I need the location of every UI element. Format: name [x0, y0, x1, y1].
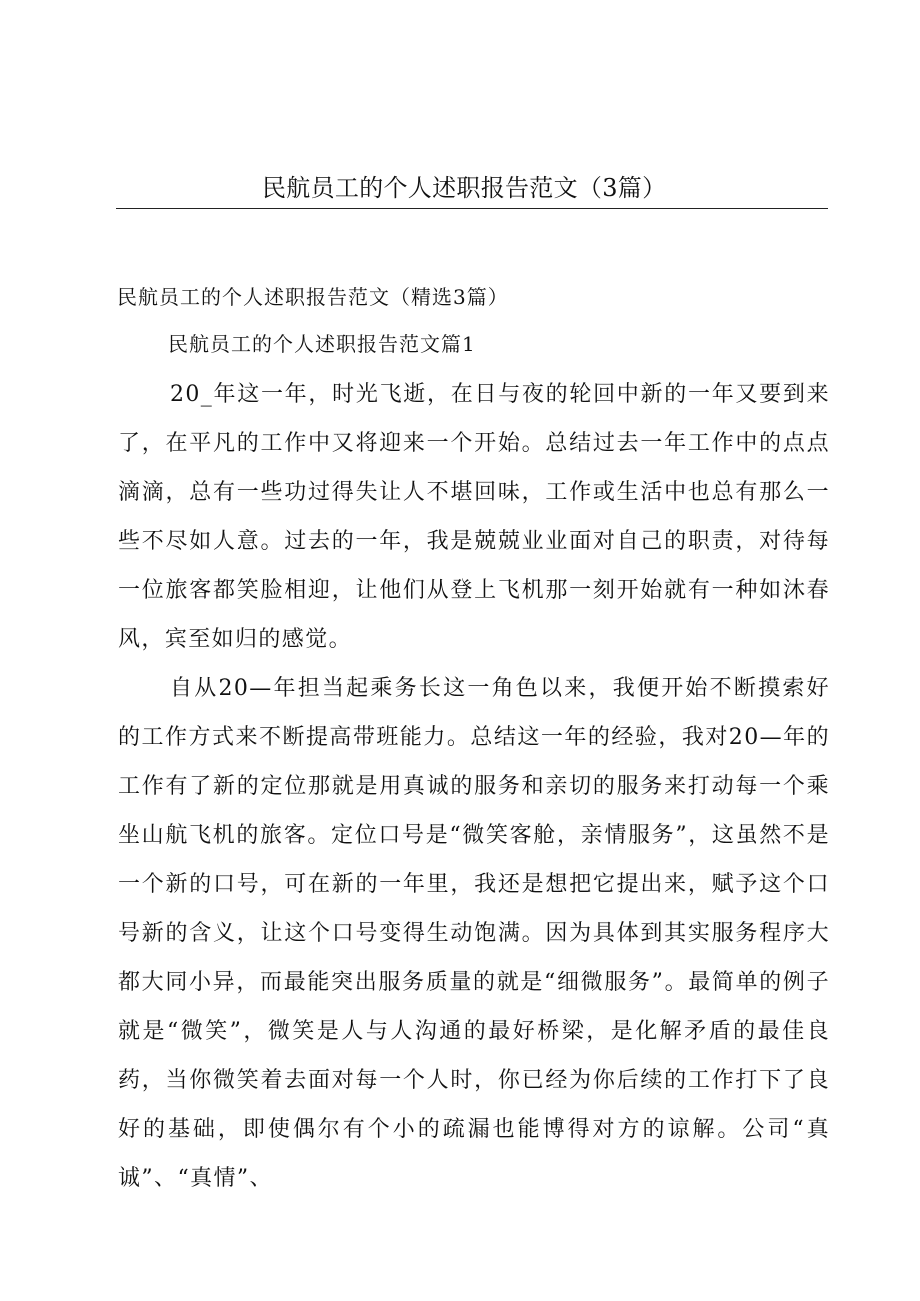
section-heading: 民航员工的个人述职报告范文篇1 — [168, 332, 476, 356]
body-paragraph-1: 20_年这一年，时光飞逝，在日与夜的轮回中新的一年又要到来了，在平凡的工作中又将迎来一个开始。总结过去一年工作中的点点滴滴，总有一些功过得失让人不堪回味，工作或生活中也总有那么一些不尽如人意。过去的一年，我是兢兢业业面对自己的职责，对待每一位旅客都笑脸相迎，让他们从登上飞机那一刻开始就有一种如沐春风，宾至如归的感觉。 — [118, 382, 830, 652]
title-divider — [116, 208, 828, 209]
document-subtitle: 民航员工的个人述职报告范文（精选3篇） — [117, 285, 509, 309]
page-title: 民航员工的个人述职报告范文（3篇） — [262, 174, 667, 202]
body-paragraph-2: 自从20—年担当起乘务长这一角色以来，我便开始不断摸索好的工作方式来不断提高带班能力。总结这一年的经验，我对20—年的工作有了新的定位那就是用真诚的服务和亲切的服务来打动每一个乘坐山航飞机的旅客。定位口号是“微笑客舱，亲情服务”，这虽然不是一个新的口号，可在新的一年里，我还是想把它提出来，赋予这个口号新的含义，让这个口号变得生动饱满。因为具体到其实服务程序大都大同小异，而最能突出服务质量的就是“细微服务”。最简单的例子就是“微笑”，微笑是人与人沟通的最好桥梁，是化解矛盾的最佳良药，当你微笑着去面对每一个人时，你已经为你后续的工作打下了良好的基础，即使偶尔有个小的疏漏也能博得对方的谅解。公司“真诚”、“真情”、 — [118, 676, 830, 1191]
